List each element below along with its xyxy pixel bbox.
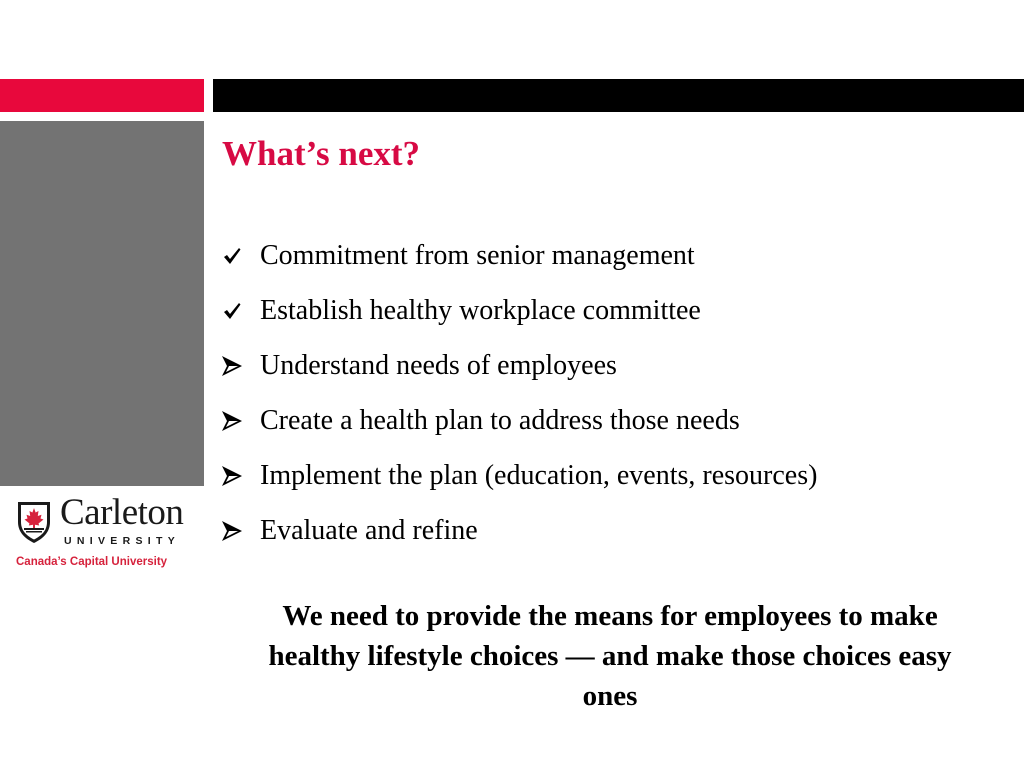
logo-wordmark: Carleton (60, 492, 184, 533)
bullet-text: Commitment from senior management (260, 239, 695, 271)
bullet-item (222, 338, 817, 393)
summary-statement: We need to provide the means for employees to make healthy lifestyle choices — and make those choices easy ones (268, 600, 952, 712)
header-black-bar (213, 79, 1024, 112)
carleton-crest-icon (16, 500, 52, 544)
bullet-text: Create a health plan to address those needs (260, 404, 740, 436)
bullet-list (222, 228, 817, 558)
bullet-text: Understand needs of employees (260, 349, 617, 381)
header-red-bar (0, 79, 204, 112)
bullet-text: Implement the plan (education, events, resources) (260, 459, 818, 491)
carleton-logo (14, 492, 194, 574)
arrow-bullet-icon (222, 521, 260, 541)
logo-tagline: Canada’s Capital University (16, 556, 168, 568)
checkmark-icon (222, 246, 260, 266)
bullet-text: Establish healthy workplace committee (260, 294, 701, 326)
bullet-item (222, 283, 817, 338)
checkmark-icon (222, 301, 260, 321)
arrow-bullet-icon (222, 411, 260, 431)
bullet-item (222, 448, 817, 503)
bullet-text: Evaluate and refine (260, 514, 478, 546)
arrow-bullet-icon (222, 466, 260, 486)
bullet-item (222, 393, 817, 448)
side-gray-panel (0, 121, 204, 486)
logo-subtitle: UNIVERSITY (64, 535, 181, 547)
bullet-item (222, 228, 817, 283)
slide-title: What’s next? (222, 134, 421, 173)
arrow-bullet-icon (222, 356, 260, 376)
bullet-item (222, 503, 817, 558)
